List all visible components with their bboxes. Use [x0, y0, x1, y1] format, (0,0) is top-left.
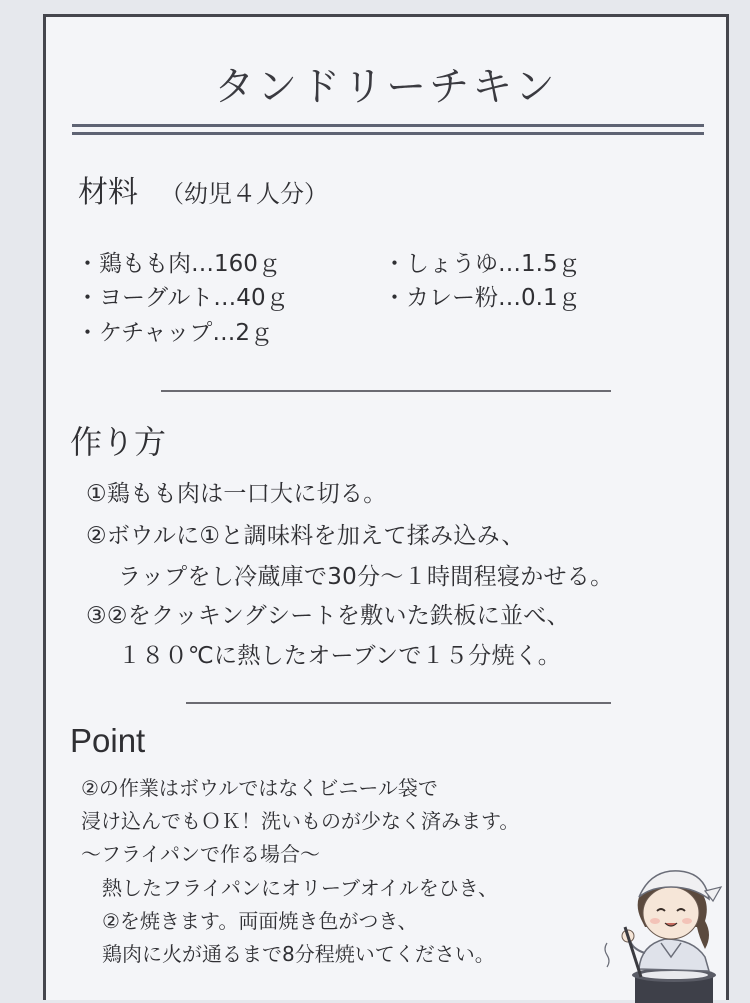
point-line: 浸け込んでもＯＫ！洗いものが少なく済みます。 — [81, 809, 520, 833]
recipe-card — [43, 14, 729, 1000]
ingredients-heading-label: 材料 — [78, 175, 138, 210]
recipe-title: タンドリーチキン — [214, 64, 558, 110]
cook-illustration — [601, 857, 731, 1003]
method-heading: 作り方 — [70, 423, 167, 461]
title-rule-bottom — [72, 132, 704, 135]
section-divider — [161, 390, 611, 392]
ingredient-item: ・ケチャップ…2ｇ — [76, 320, 274, 346]
point-line: 熱したフライパンにオリーブオイルをひき、 — [102, 876, 498, 900]
method-step: １８０℃に熱したオーブンで１５分焼く。 — [118, 643, 561, 669]
point-line: ②の作業はボウルではなくビニール袋で — [81, 776, 438, 800]
ingredients-heading — [78, 167, 328, 211]
point-line: ②を焼きます。両面焼き色がつき、 — [102, 909, 418, 933]
method-step: ラップをし冷蔵庫で30分～１時間程寝かせる。 — [118, 564, 614, 590]
title-rule-top — [72, 124, 704, 127]
servings-label: （幼児４人分） — [160, 180, 328, 208]
ingredient-item: ・鶏もも肉…160ｇ — [76, 251, 281, 277]
ingredient-item: ・ヨーグルト…40ｇ — [76, 285, 289, 311]
point-heading: Point — [70, 722, 146, 759]
point-line: 鶏肉に火が通るまで8分程焼いてください。 — [102, 942, 495, 966]
ingredient-item: ・カレー粉…0.1ｇ — [383, 285, 581, 311]
section-divider — [186, 702, 611, 704]
point-line: ～フライパンで作る場合～ — [81, 842, 320, 866]
method-step: ③②をクッキングシートを敷いた鉄板に並べ、 — [86, 603, 570, 629]
method-step: ②ボウルに①と調味料を加えて揉み込み、 — [86, 523, 525, 549]
method-step: ①鶏もも肉は一口大に切る。 — [86, 481, 387, 507]
ingredient-item: ・しょうゆ…1.5ｇ — [383, 251, 581, 277]
